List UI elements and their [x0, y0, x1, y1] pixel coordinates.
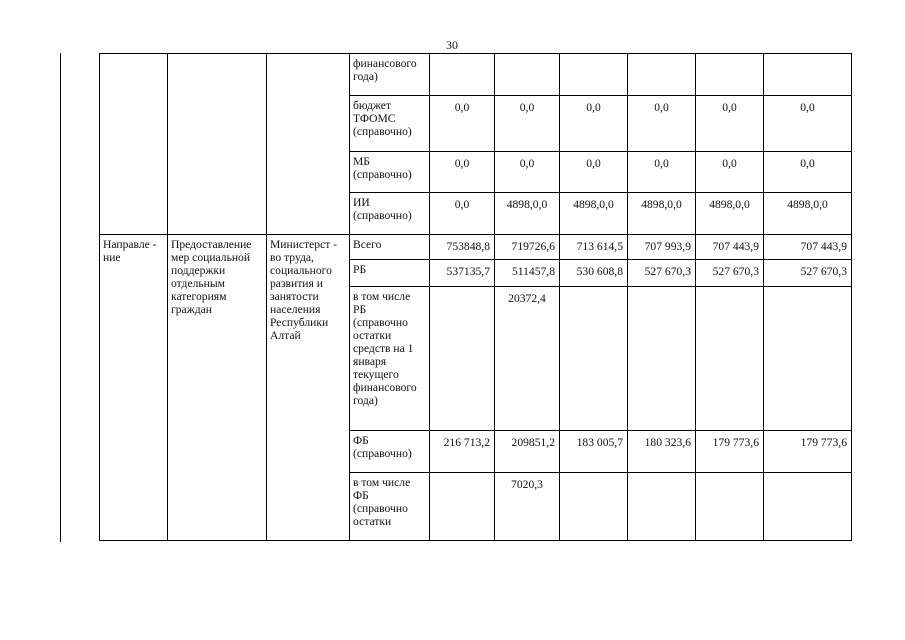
value-cell — [430, 54, 495, 96]
value-cell: 4898,0,0 — [560, 193, 628, 235]
value-cell: 180 323,6 — [628, 431, 696, 473]
value-cell: 4898,0,0 — [696, 193, 764, 235]
type-cell: Направле - ние — [100, 235, 168, 541]
value-cell — [628, 287, 696, 431]
value-cell — [764, 54, 852, 96]
value-cell: 707 993,9 — [628, 235, 696, 260]
value-cell: 0,0 — [628, 96, 696, 152]
value-cell: 4898,0,0 — [495, 193, 560, 235]
value-cell: 0,0 — [696, 152, 764, 193]
source-cell: ФБ (справочно) — [350, 431, 430, 473]
value-cell: 0,0 — [560, 152, 628, 193]
value-cell: 527 670,3 — [764, 260, 852, 287]
value-cell: 707 443,9 — [764, 235, 852, 260]
left-margin-rule — [60, 53, 61, 542]
value-cell: 0,0 — [430, 96, 495, 152]
value-cell — [560, 473, 628, 541]
value-cell: 719726,6 — [495, 235, 560, 260]
value-cell: 0,0 — [495, 96, 560, 152]
value-cell — [764, 287, 852, 431]
table-row — [100, 235, 852, 260]
value-cell — [430, 287, 495, 431]
value-cell — [764, 473, 852, 541]
value-cell: 0,0 — [628, 152, 696, 193]
source-cell: финансового года) — [350, 54, 430, 96]
value-cell: 537135,7 — [430, 260, 495, 287]
value-cell: 0,0 — [560, 96, 628, 152]
source-cell: МБ (справочно) — [350, 152, 430, 193]
value-cell: 20372,4 — [495, 287, 560, 431]
value-cell: 530 608,8 — [560, 260, 628, 287]
value-cell — [696, 54, 764, 96]
value-cell: 0,0 — [696, 96, 764, 152]
value-cell: 179 773,6 — [696, 431, 764, 473]
source-cell: Всего — [350, 235, 430, 260]
value-cell — [628, 473, 696, 541]
value-cell: 527 670,3 — [696, 260, 764, 287]
page-number: 30 — [446, 38, 458, 52]
executor-cell — [267, 54, 350, 235]
value-cell: 707 443,9 — [696, 235, 764, 260]
value-cell — [696, 287, 764, 431]
name-cell: Предоставление мер социальной поддержки отдельным категориям граждан — [168, 235, 267, 541]
value-cell — [628, 54, 696, 96]
value-cell: 0,0 — [764, 152, 852, 193]
value-cell — [696, 473, 764, 541]
table-row — [100, 54, 852, 96]
value-cell: 0,0 — [764, 96, 852, 152]
value-cell: 527 670,3 — [628, 260, 696, 287]
value-cell: 7020,3 — [495, 473, 560, 541]
value-cell: 179 773,6 — [764, 431, 852, 473]
source-cell: в том числе РБ (справочно остатки средств на 1 января текущего финансового года) — [350, 287, 430, 431]
value-cell: 209851,2 — [495, 431, 560, 473]
source-cell: бюджет ТФОМС (справочно) — [350, 96, 430, 152]
value-cell: 183 005,7 — [560, 431, 628, 473]
value-cell: 0,0 — [495, 152, 560, 193]
value-cell: 0,0 — [430, 152, 495, 193]
value-cell — [560, 287, 628, 431]
type-cell — [100, 54, 168, 235]
value-cell: 216 713,2 — [430, 431, 495, 473]
name-cell — [168, 54, 267, 235]
value-cell — [495, 54, 560, 96]
budget-table — [99, 53, 852, 541]
source-cell: ИИ (справочно) — [350, 193, 430, 235]
value-cell: 0,0 — [430, 193, 495, 235]
value-cell: 713 614,5 — [560, 235, 628, 260]
value-cell: 4898,0,0 — [764, 193, 852, 235]
source-cell: в том числе ФБ (справочно остатки — [350, 473, 430, 541]
value-cell — [560, 54, 628, 96]
value-cell: 511457,8 — [495, 260, 560, 287]
executor-cell: Министерст - во труда, социального развития и занятости населения Республики Алтай — [267, 235, 350, 541]
value-cell: 753848,8 — [430, 235, 495, 260]
value-cell — [430, 473, 495, 541]
value-cell: 4898,0,0 — [628, 193, 696, 235]
source-cell: РБ — [350, 260, 430, 287]
